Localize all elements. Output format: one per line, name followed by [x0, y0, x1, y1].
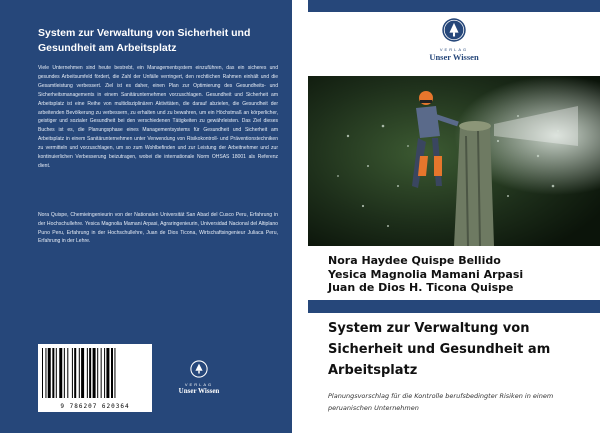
- author-biographies: Nora Quispe, Chemieingenieurin von der Nationalen Universität San Abad del Cusco Peru, Erfahrung in der Hochschullehre. Yesica Magnolia Mamani Arpasi, Agraringenieurin, Universidad Nacional del Altiplano Puno Peru, Erfahrung in der Hochschullehre, Juan de Dios Ticona, Wirtschaftsingenieur Juliaca Peru, Erfahrung in der Lehre.: [38, 212, 278, 245]
- publisher-name: Unser Wissen: [178, 387, 220, 395]
- publisher-verlag-label: VERLAG: [439, 47, 469, 52]
- barcode-number: 9 786207 620364: [60, 403, 130, 410]
- publisher-verlag-label: VERLAG: [184, 382, 214, 387]
- publisher-emblem-icon: [190, 360, 208, 378]
- back-cover: [0, 0, 292, 433]
- publisher-emblem-icon: [441, 17, 467, 43]
- author-name: Nora Haydee Quispe Bellido: [328, 254, 501, 267]
- back-cover-title: System zur Verwaltung von Sicherheit und Gesundheit am Arbeitsplatz: [38, 27, 251, 54]
- front-cover: [308, 0, 600, 433]
- author-name: Juan de Dios H. Ticona Quispe: [328, 281, 514, 294]
- front-authors: [328, 254, 593, 295]
- title-divider-band: [308, 300, 600, 313]
- back-cover-blurb: Viele Unternehmen sind heute bestrebt, ein Managementsystem einzuführen, das ein sicheres und gesundes Arbeitsumfeld fördert, die Zahl der Unfälle verringert, den rechtlichen Rahmen einhält und die Gesamtleistung verbessert. Ziel ist es daher, einen Plan zur Optimierung des Gesundheits- und Sicherheitsmanagements in einem Sanitärunternehmen vorzuschlagen. Gesundheit und Sicherheit am Arbeitsplatz ist eine Reihe von multidisziplinären Aktivitäten, die darauf abzielen, die Gesundheit der arbeitenden Bevölkerung zu verbessern, zu erhalten und zu bewahren, um ein Höchstmaß an körperlicher, geistiger und sozialer Gesundheit bei den verschiedenen Tätigkeiten zu gewährleisten. Das Ziel dieses Buches ist es, die Planungsphase eines Managementsystems für Gesundheit und Sicherheit am Arbeitsplatz in einem Sanitärunternehmen unter Verwendung von Risikokontroll- und Präventionstechniken zu vermitteln und vorzuschlagen, um so zum Wohlbefinden und zur Leistung der Arbeitnehmer und zur kontinuierlichen Verbesserung beizutragen, wobei die internationale Norm OHSAS 18001 als Referenz dient.: [38, 65, 278, 169]
- cover-photo-tree-worker: [308, 76, 600, 246]
- publisher-logo-front: [408, 17, 500, 62]
- book-subtitle: Planungsvorschlag für die Kontrolle berufsbedingter Risiken in einem peruanischen Unternehmen: [328, 392, 554, 412]
- spine: [292, 0, 308, 433]
- isbn-barcode: [38, 344, 152, 412]
- publisher-name: Unser Wissen: [429, 52, 479, 62]
- book-title: System zur Verwaltung von Sicherheit und Gesundheit am Arbeitsplatz: [328, 321, 551, 378]
- barcode-bars: [42, 348, 148, 398]
- top-band: [308, 0, 600, 12]
- author-name: Yesica Magnolia Mamani Arpasi: [328, 267, 524, 281]
- publisher-logo-back: [168, 360, 230, 395]
